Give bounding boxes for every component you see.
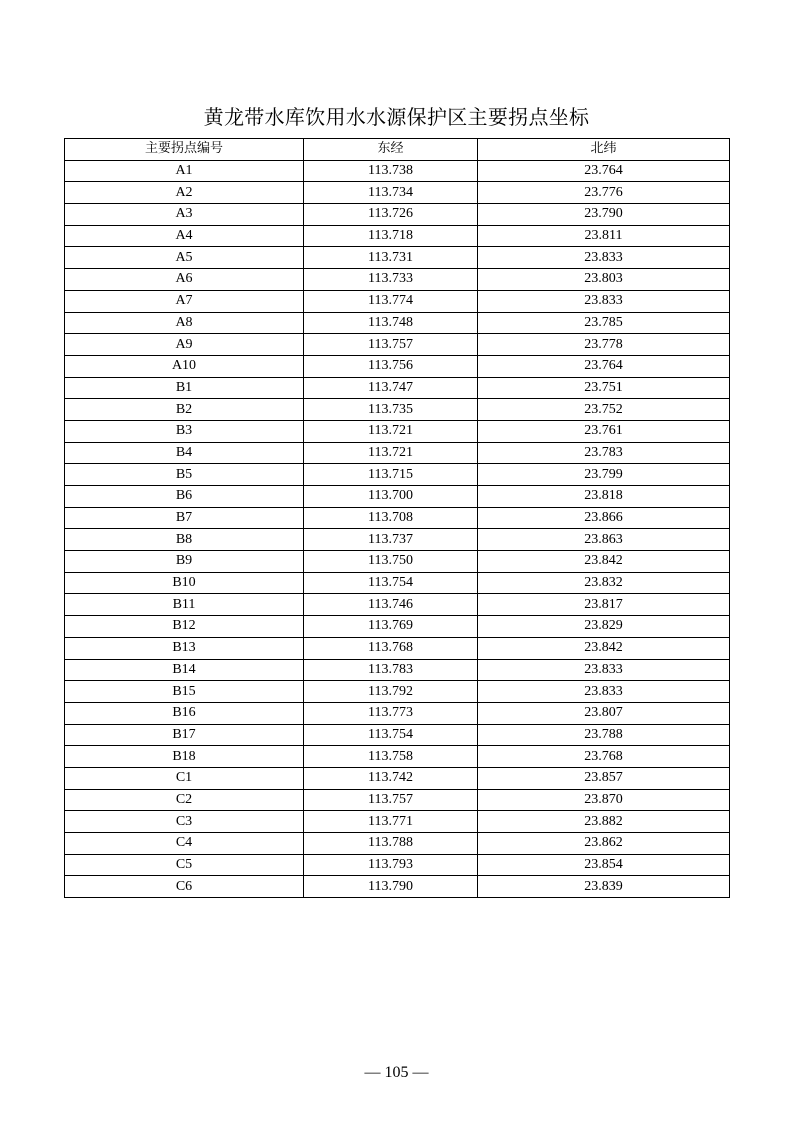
table-row [65, 746, 730, 768]
table-row [65, 269, 730, 291]
cell-longitude: 113.774 [304, 290, 478, 312]
cell-longitude: 113.757 [304, 789, 478, 811]
cell-longitude: 113.790 [304, 876, 478, 898]
cell-longitude: 113.768 [304, 637, 478, 659]
cell-point-id: B17 [65, 724, 304, 746]
table-row [65, 486, 730, 508]
table-row [65, 182, 730, 204]
table-body [65, 160, 730, 897]
table-row [65, 854, 730, 876]
cell-longitude: 113.734 [304, 182, 478, 204]
cell-latitude: 23.829 [478, 616, 730, 638]
cell-longitude: 113.758 [304, 746, 478, 768]
table-row [65, 247, 730, 269]
cell-longitude: 113.792 [304, 681, 478, 703]
table-row [65, 637, 730, 659]
table-row [65, 312, 730, 334]
cell-latitude: 23.863 [478, 529, 730, 551]
table-row [65, 789, 730, 811]
cell-longitude: 113.715 [304, 464, 478, 486]
cell-point-id: A7 [65, 290, 304, 312]
cell-point-id: B15 [65, 681, 304, 703]
page-title: 黄龙带水库饮用水水源保护区主要拐点坐标 [203, 105, 590, 129]
cell-point-id: A8 [65, 312, 304, 334]
table-row [65, 464, 730, 486]
cell-latitude: 23.764 [478, 355, 730, 377]
cell-point-id: B3 [65, 420, 304, 442]
cell-longitude: 113.757 [304, 334, 478, 356]
table-row [65, 355, 730, 377]
cell-latitude: 23.833 [478, 247, 730, 269]
column-header-point-id: 主要拐点编号 [65, 139, 304, 161]
cell-longitude: 113.756 [304, 355, 478, 377]
table-row [65, 572, 730, 594]
cell-longitude: 113.700 [304, 486, 478, 508]
cell-latitude: 23.811 [478, 225, 730, 247]
table-header-row [65, 139, 730, 161]
cell-latitude: 23.768 [478, 746, 730, 768]
cell-longitude: 113.708 [304, 507, 478, 529]
page-number: — 105 — [364, 1064, 429, 1081]
cell-latitude: 23.799 [478, 464, 730, 486]
cell-point-id: B10 [65, 572, 304, 594]
cell-latitude: 23.785 [478, 312, 730, 334]
cell-longitude: 113.738 [304, 160, 478, 182]
coordinate-table [64, 138, 730, 898]
table-row [65, 399, 730, 421]
cell-point-id: B14 [65, 659, 304, 681]
column-header-latitude: 北纬 [478, 139, 730, 161]
cell-point-id: A10 [65, 355, 304, 377]
cell-longitude: 113.748 [304, 312, 478, 334]
table-row [65, 811, 730, 833]
cell-longitude: 113.771 [304, 811, 478, 833]
cell-point-id: B13 [65, 637, 304, 659]
cell-point-id: B1 [65, 377, 304, 399]
cell-point-id: B5 [65, 464, 304, 486]
cell-longitude: 113.788 [304, 833, 478, 855]
table-row [65, 594, 730, 616]
cell-longitude: 113.733 [304, 269, 478, 291]
table-row [65, 225, 730, 247]
cell-point-id: A2 [65, 182, 304, 204]
cell-point-id: B9 [65, 551, 304, 573]
table-row [65, 551, 730, 573]
cell-latitude: 23.862 [478, 833, 730, 855]
cell-latitude: 23.818 [478, 486, 730, 508]
column-header-longitude: 东经 [304, 139, 478, 161]
cell-longitude: 113.735 [304, 399, 478, 421]
table-row [65, 529, 730, 551]
cell-point-id: B6 [65, 486, 304, 508]
cell-latitude: 23.788 [478, 724, 730, 746]
cell-point-id: B18 [65, 746, 304, 768]
cell-latitude: 23.783 [478, 442, 730, 464]
cell-point-id: A9 [65, 334, 304, 356]
cell-longitude: 113.747 [304, 377, 478, 399]
cell-latitude: 23.833 [478, 290, 730, 312]
cell-latitude: 23.833 [478, 659, 730, 681]
cell-point-id: A4 [65, 225, 304, 247]
cell-latitude: 23.790 [478, 204, 730, 226]
cell-latitude: 23.866 [478, 507, 730, 529]
table-row [65, 767, 730, 789]
table-row [65, 724, 730, 746]
cell-latitude: 23.817 [478, 594, 730, 616]
cell-latitude: 23.776 [478, 182, 730, 204]
table-row [65, 442, 730, 464]
cell-point-id: B16 [65, 702, 304, 724]
table-row [65, 204, 730, 226]
cell-latitude: 23.764 [478, 160, 730, 182]
table-row [65, 420, 730, 442]
cell-longitude: 113.718 [304, 225, 478, 247]
cell-point-id: B11 [65, 594, 304, 616]
cell-latitude: 23.807 [478, 702, 730, 724]
table-row [65, 616, 730, 638]
cell-point-id: C5 [65, 854, 304, 876]
cell-latitude: 23.842 [478, 551, 730, 573]
cell-latitude: 23.870 [478, 789, 730, 811]
cell-point-id: A1 [65, 160, 304, 182]
cell-point-id: A5 [65, 247, 304, 269]
cell-point-id: B8 [65, 529, 304, 551]
cell-latitude: 23.752 [478, 399, 730, 421]
cell-point-id: B12 [65, 616, 304, 638]
cell-longitude: 113.721 [304, 420, 478, 442]
cell-longitude: 113.726 [304, 204, 478, 226]
table-row [65, 702, 730, 724]
table-row [65, 290, 730, 312]
cell-longitude: 113.793 [304, 854, 478, 876]
cell-latitude: 23.842 [478, 637, 730, 659]
cell-latitude: 23.882 [478, 811, 730, 833]
cell-point-id: A3 [65, 204, 304, 226]
cell-longitude: 113.773 [304, 702, 478, 724]
table-row [65, 507, 730, 529]
cell-latitude: 23.833 [478, 681, 730, 703]
cell-point-id: C1 [65, 767, 304, 789]
cell-latitude: 23.832 [478, 572, 730, 594]
cell-longitude: 113.742 [304, 767, 478, 789]
cell-latitude: 23.839 [478, 876, 730, 898]
table-row [65, 876, 730, 898]
cell-longitude: 113.783 [304, 659, 478, 681]
cell-latitude: 23.778 [478, 334, 730, 356]
table-row [65, 334, 730, 356]
cell-point-id: C3 [65, 811, 304, 833]
table-row [65, 160, 730, 182]
cell-longitude: 113.746 [304, 594, 478, 616]
cell-latitude: 23.803 [478, 269, 730, 291]
table-row [65, 681, 730, 703]
cell-longitude: 113.769 [304, 616, 478, 638]
cell-point-id: C6 [65, 876, 304, 898]
cell-longitude: 113.750 [304, 551, 478, 573]
cell-point-id: A6 [65, 269, 304, 291]
cell-point-id: B4 [65, 442, 304, 464]
cell-longitude: 113.754 [304, 724, 478, 746]
table-row [65, 377, 730, 399]
cell-point-id: C4 [65, 833, 304, 855]
cell-latitude: 23.857 [478, 767, 730, 789]
cell-longitude: 113.754 [304, 572, 478, 594]
table-row [65, 659, 730, 681]
cell-latitude: 23.751 [478, 377, 730, 399]
cell-latitude: 23.854 [478, 854, 730, 876]
cell-point-id: B7 [65, 507, 304, 529]
cell-latitude: 23.761 [478, 420, 730, 442]
cell-point-id: C2 [65, 789, 304, 811]
cell-longitude: 113.721 [304, 442, 478, 464]
cell-longitude: 113.737 [304, 529, 478, 551]
cell-point-id: B2 [65, 399, 304, 421]
table-row [65, 833, 730, 855]
cell-longitude: 113.731 [304, 247, 478, 269]
